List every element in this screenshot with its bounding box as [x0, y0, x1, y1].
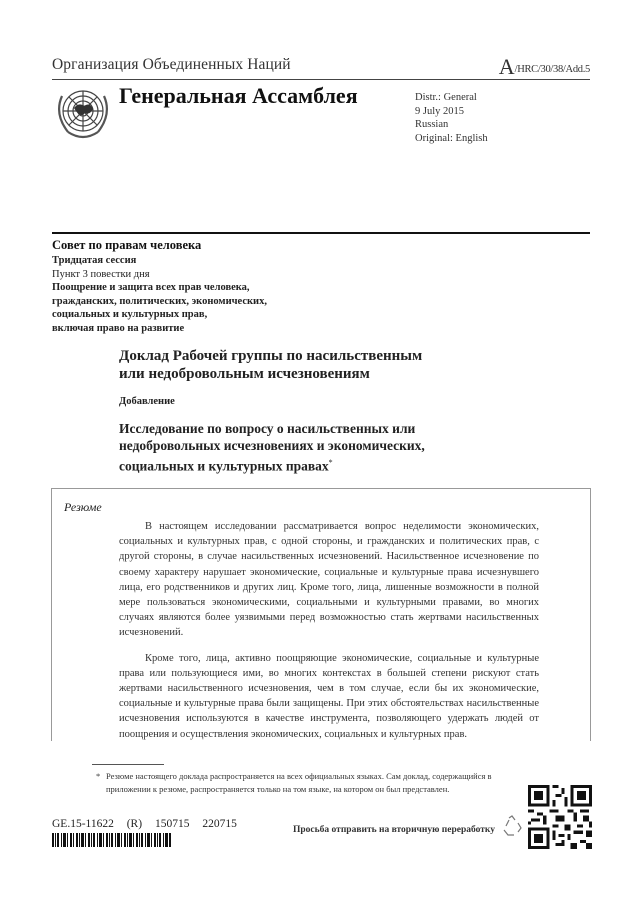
summary-text	[119, 519, 539, 752]
report-title-line-1: Доклад Рабочей группы по насильственным	[119, 348, 423, 364]
recycle-text: Просьба отправить на вторичную переработку	[293, 825, 495, 835]
footnote	[96, 770, 516, 796]
study-title-line-2: недобровольных исчезновениях и экономических,	[119, 438, 425, 453]
agenda-item: Пункт 3 повестки дня	[52, 268, 150, 280]
job-number-line	[52, 818, 237, 830]
job-number: GE.15-11622 (R)	[52, 818, 143, 830]
footnote-text: Резюме настоящего доклада распространяется на всех официальных языках. Сам доклад, содержащийся в приложении к резюме, распространяется только на том языке, на котором он был представлен.	[106, 771, 492, 794]
barcode-icon	[52, 833, 172, 847]
addendum-label: Добавление	[119, 396, 175, 407]
organization-name: Организация Объединенных Наций	[52, 56, 291, 73]
document-symbol	[499, 54, 590, 80]
distr-original: Original: English	[415, 132, 488, 144]
un-emblem-icon	[52, 82, 114, 144]
agenda-item-title-4: включая право на развитие	[52, 322, 185, 334]
body-title: Генеральная Ассамблея	[119, 83, 358, 108]
agenda-item-title-2: гражданских, политических, экономических,	[52, 295, 267, 307]
council-name: Совет по правам человека	[52, 238, 202, 252]
qr-code-icon	[528, 785, 592, 849]
distr-type: Distr.: General	[415, 92, 477, 103]
study-title-line-3: социальных и культурных правах	[119, 458, 329, 474]
summary-paragraph-1: В настоящем исследовании рассматривается вопрос неделимости экономических, социальных и культурных прав, с одной стороны, и гражданских и политических прав, с другой стороны, в случае насильственных исчезновений. Насильственное исчезновение по своему характеру нарушает экономические, социальные и культурные права исчезнувшего лица, его родственников и других лиц. Кроме того, лица, лишенные возможности в полной мере пользоваться экономическими, социальными и культурными правами, во многих случаях являются более уязвимыми перед возможностью стать жертвами насильственных исчезновений.	[119, 521, 539, 639]
study-title	[119, 420, 425, 475]
distr-language: Russian	[415, 119, 449, 130]
report-title	[119, 347, 422, 383]
footnote-marker: *	[328, 458, 333, 467]
distr-date: 9 July 2015	[415, 105, 465, 117]
symbol-code: /HRC/30/38/Add.5	[514, 64, 590, 75]
recycle-icon	[500, 814, 524, 838]
report-title-line-2: или недобровольным исчезновениям	[119, 366, 370, 382]
session-name: Тридцатая сессия	[52, 255, 137, 266]
agenda-item-title-1: Поощрение и защита всех прав человека,	[52, 282, 250, 293]
footnote-star: *	[96, 771, 101, 781]
symbol-letter: A	[498, 54, 515, 79]
summary-paragraph-2: Кроме того, лица, активно поощряющие экономические, социальные и культурные права или пользующиеся ими, во многих контекстах в большей степени рискуют стать жертвами насильственного исчезновения, чем в том случае, если бы их экономические, социальные и культурные права были защищены. При этих обстоятельствах насильственные исчезновения используются в качестве инструмента, позволяющего удержать людей от поощрения и осуществления экономических, социальных и культурных прав.	[119, 652, 539, 740]
agenda-block	[52, 254, 267, 335]
section-rule	[52, 232, 590, 234]
footnote-rule	[92, 764, 164, 765]
distribution-info	[415, 91, 488, 145]
date-1: 150715	[154, 818, 190, 830]
study-title-line-1: Исследование по вопросу о насильственных или	[119, 421, 416, 436]
header-rule	[52, 79, 590, 80]
agenda-item-title-3: социальных и культурных прав,	[52, 309, 208, 320]
summary-label: Резюме	[64, 500, 102, 514]
date-2: 220715	[202, 818, 237, 830]
